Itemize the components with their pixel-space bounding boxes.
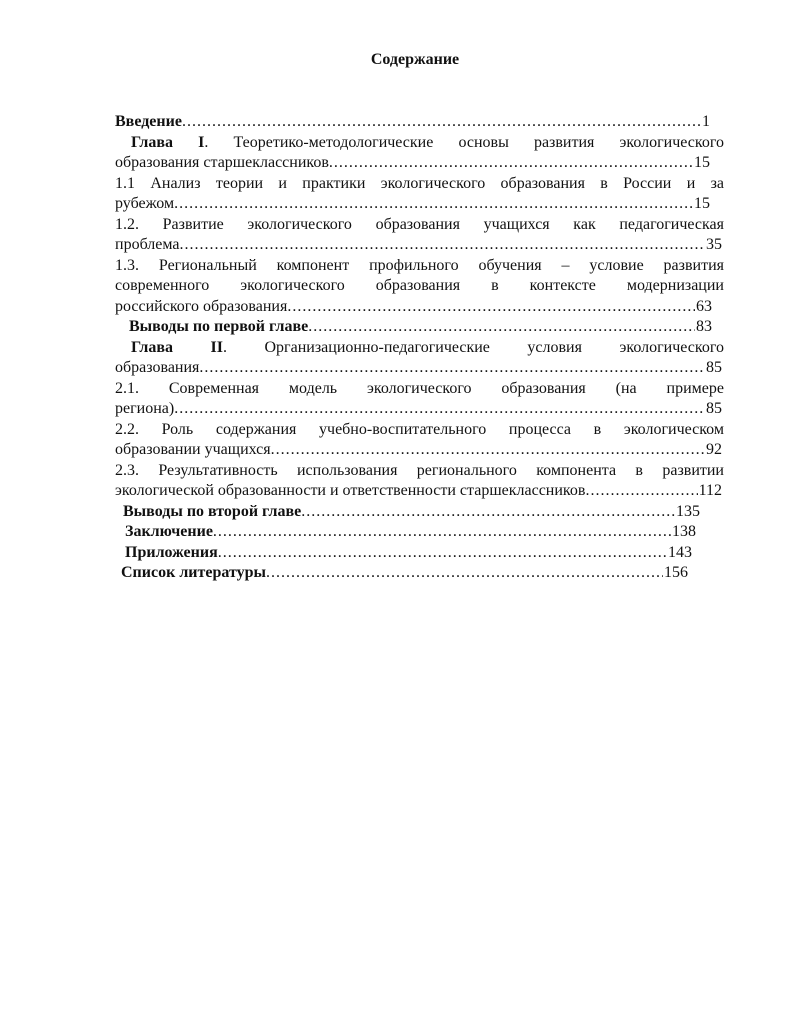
dot-leader (218, 543, 667, 564)
dot-leader (308, 317, 695, 338)
toc-entry-label: российского образования (115, 297, 288, 315)
toc-page-number: 112 (698, 482, 722, 499)
dot-leader (266, 563, 663, 584)
toc-entry-appendices (115, 543, 724, 564)
dot-leader (271, 440, 705, 461)
toc-entry-label: 2.3. Результативность использования регионального компонента в развитии (115, 461, 724, 479)
toc-page-number: 85 (706, 359, 722, 376)
toc-page-number: 143 (668, 543, 692, 561)
toc-entry-label: 1.2. Развитие экологического образования учащихся как педагогическая (115, 215, 724, 233)
toc-entry-label: образования старшеклассников (115, 154, 329, 171)
toc-entry-label: 1.1 Анализ теории и практики экологического образования в России и за (115, 174, 724, 192)
dot-leader (180, 235, 705, 256)
toc-entry-conclusions-chapter-1 (115, 317, 724, 338)
toc-entry-label: . Организационно-педагогические условия экологического (222, 338, 724, 356)
dot-leader (287, 297, 695, 318)
toc-entry-label: Выводы по второй главе (123, 502, 302, 520)
toc-entry-label: Список литературы (121, 564, 266, 581)
toc-entry-1-1 (115, 174, 724, 215)
toc-entry-label: Приложения (125, 543, 218, 561)
toc-page-number: 138 (672, 523, 696, 540)
page-title: Содержание (370, 51, 460, 68)
toc-entry-chapter-1 (115, 133, 724, 174)
toc-page-number: 1 (702, 113, 710, 130)
toc-entry-label: экологической образованности и ответственности старшеклассников (115, 482, 586, 499)
toc-entry-bibliography (115, 563, 724, 584)
dot-leader (199, 358, 705, 379)
toc-entry-1-3 (115, 256, 724, 318)
dot-leader (329, 153, 693, 174)
toc-entry-label: проблема (115, 236, 180, 253)
toc-entry-conclusions-chapter-2 (115, 502, 724, 523)
toc-entry-2-1 (115, 379, 724, 420)
toc-entry-2-3 (115, 461, 724, 502)
toc-page-number: 83 (696, 318, 712, 335)
toc-entry-label: рубежом (115, 195, 175, 212)
toc-page-number: 15 (694, 154, 710, 171)
toc-page-number: 63 (696, 297, 712, 315)
toc-entry-label: региона) (115, 400, 175, 417)
toc-entry-1-2 (115, 215, 724, 256)
dot-leader (213, 522, 671, 543)
toc-chapter-label: Глава II (131, 338, 223, 356)
toc-entry-label: образовании учащихся (115, 441, 271, 458)
toc-entry-conclusion (115, 522, 724, 543)
dot-leader (174, 399, 705, 420)
toc-page-number: 135 (676, 502, 700, 520)
toc-entry-label: Выводы по первой главе (129, 318, 309, 335)
dot-leader (174, 194, 693, 215)
dot-leader (301, 502, 675, 523)
toc-page-number: 35 (706, 236, 722, 253)
toc-page-number: 85 (706, 400, 722, 417)
dot-leader (585, 481, 697, 502)
toc-entry-label: Заключение (125, 523, 213, 540)
toc-entry-label: 2.1. Современная модель экологического образования (на примере (115, 379, 724, 397)
table-of-contents (115, 112, 724, 584)
toc-page-number: 156 (664, 564, 688, 581)
dot-leader (182, 112, 701, 133)
toc-entry-label: Введение (115, 113, 182, 130)
toc-page-number: 15 (694, 195, 710, 212)
toc-entry-label: . Теоретико-методологические основы развития экологического (204, 133, 725, 151)
toc-page-number: 92 (706, 441, 722, 458)
toc-entry-chapter-2 (115, 338, 724, 379)
toc-entry-label: 1.3. Региональный компонент профильного обучения – условие развития (115, 256, 724, 274)
toc-entry-label: современного экологического образования в контексте модернизации (115, 277, 724, 294)
toc-entry-label: образования (115, 359, 200, 376)
toc-entry-2-2 (115, 420, 724, 461)
toc-chapter-label: Глава I (131, 133, 205, 151)
toc-entry-introduction (115, 112, 724, 133)
toc-entry-label: 2.2. Роль содержания учебно-воспитательного процесса в экологическом (115, 420, 724, 438)
